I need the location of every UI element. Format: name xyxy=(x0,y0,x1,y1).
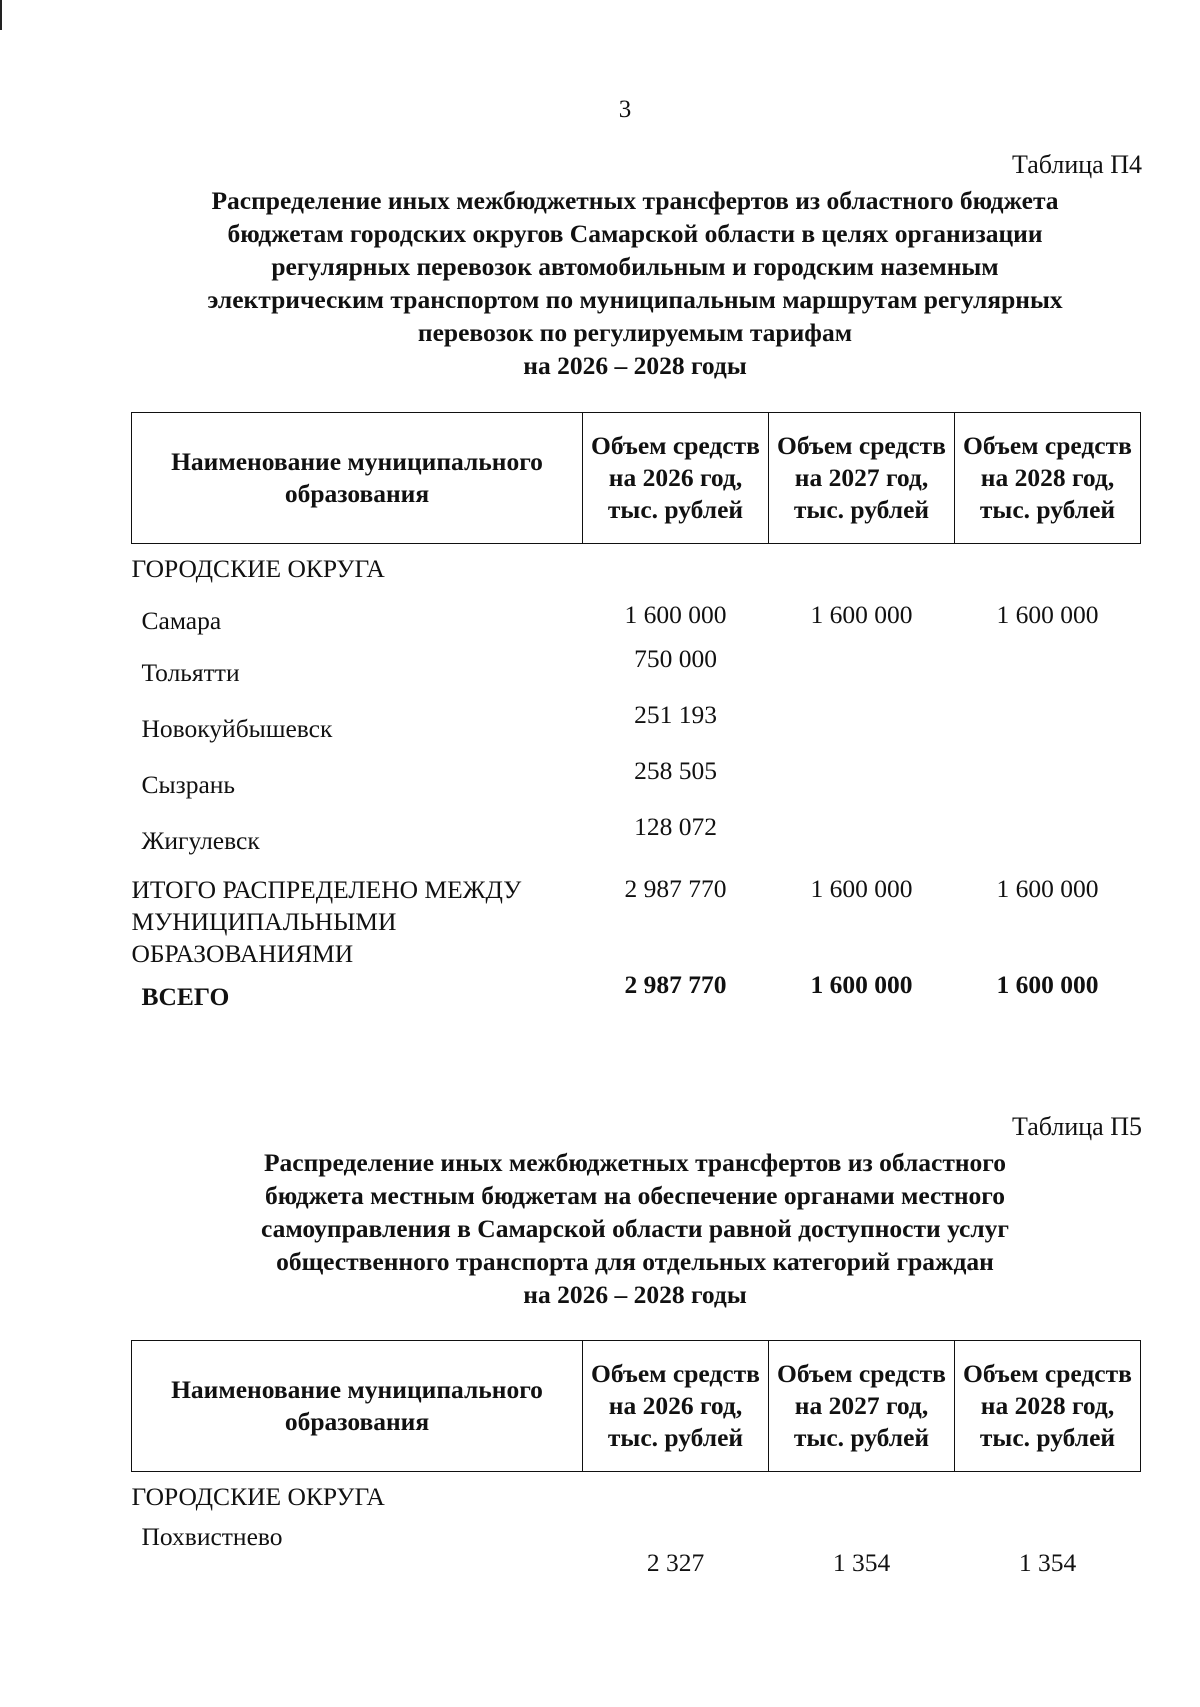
table-p5 xyxy=(131,1340,1141,1586)
header-2026: Объем средств на 2026 год, тыс. рублей xyxy=(583,1341,769,1472)
row-name: Новокуйбышевск xyxy=(141,713,333,743)
cell-2028 xyxy=(955,696,1141,752)
cell-2028 xyxy=(955,640,1141,696)
cell-2026: 2 987 770 xyxy=(624,969,727,999)
cell-2026: 2 987 770 xyxy=(624,873,727,903)
table-row xyxy=(132,752,1141,808)
cell-2026: 2 327 xyxy=(646,1547,705,1577)
table-p5-title xyxy=(130,1146,1140,1311)
row-name: Жигулевск xyxy=(141,825,260,855)
table-p5-label: Таблица П5 xyxy=(1012,1112,1142,1141)
title-line: регулярных перевозок автомобильным и городским наземным xyxy=(271,252,999,281)
cell-2027: 1 354 xyxy=(832,1547,891,1577)
cell-2027 xyxy=(769,808,955,864)
table-p4-title xyxy=(130,184,1140,382)
table-row xyxy=(132,808,1141,864)
total-row xyxy=(132,970,1141,1012)
title-line: Распределение иных межбюджетных трансфертов из областного xyxy=(263,1148,1006,1177)
title-line: на 2026 – 2028 годы xyxy=(523,1280,747,1309)
page-number: 3 xyxy=(618,96,632,123)
title-line: Распределение иных межбюджетных трансфертов из областного бюджета xyxy=(211,186,1059,215)
header-2027: Объем средств на 2027 год, тыс. рублей xyxy=(769,1341,955,1472)
header-name: Наименование муниципального образования xyxy=(132,1341,583,1472)
subtotal-row xyxy=(132,864,1141,970)
cell-2028: 1 600 000 xyxy=(996,969,1099,999)
cell-2026: 128 072 xyxy=(634,811,717,841)
title-line: на 2026 – 2028 годы xyxy=(523,351,747,380)
cell-2027 xyxy=(769,696,955,752)
title-line: бюджетам городских округов Самарской области в целях организации xyxy=(227,219,1043,248)
header-name: Наименование муниципального образования xyxy=(132,413,583,544)
row-name: Сызрань xyxy=(141,769,236,799)
cell-2028: 1 354 xyxy=(1018,1547,1077,1577)
row-name: Похвистнево xyxy=(141,1521,283,1551)
cell-2028: 1 600 000 xyxy=(996,873,1099,903)
header-2028: Объем средств на 2028 год, тыс. рублей xyxy=(955,413,1141,544)
header-2026: Объем средств на 2026 год, тыс. рублей xyxy=(583,413,769,544)
cell-2027: 1 600 000 xyxy=(810,873,913,903)
table-row xyxy=(132,1516,1141,1586)
cell-2028 xyxy=(955,752,1141,808)
cell-2026: 1 600 000 xyxy=(624,599,727,629)
table-row xyxy=(132,640,1141,696)
cell-2027: 1 600 000 xyxy=(810,969,913,999)
section-label: ГОРОДСКИЕ ОКРУГА xyxy=(131,1482,385,1511)
cell-2026: 258 505 xyxy=(634,755,717,785)
row-name: ВСЕГО xyxy=(141,981,230,1011)
table-p4-label: Таблица П4 xyxy=(1012,150,1142,179)
row-name: ИТОГО РАСПРЕДЕЛЕНО МЕЖДУ МУНИЦИПАЛЬНЫМИ ОБРАЗОВАНИЯМИ xyxy=(131,874,522,968)
cell-2027 xyxy=(769,752,955,808)
cell-2026: 750 000 xyxy=(634,643,717,673)
table-p4 xyxy=(131,412,1141,1012)
cell-2028 xyxy=(955,808,1141,864)
cell-2027: 1 600 000 xyxy=(810,599,913,629)
header-2028: Объем средств на 2028 год, тыс. рублей xyxy=(955,1341,1141,1472)
title-line: перевозок по регулируемым тарифам xyxy=(417,318,853,347)
table-row xyxy=(132,696,1141,752)
row-name: Тольятти xyxy=(141,657,240,687)
cell-2027 xyxy=(769,640,955,696)
title-line: электрическим транспортом по муниципальным маршрутам регулярных xyxy=(207,285,1063,314)
scan-edge xyxy=(0,0,2,30)
row-name: Самара xyxy=(141,605,222,635)
title-line: бюджета местным бюджетам на обеспечение органами местного xyxy=(265,1181,1005,1210)
header-2027: Объем средств на 2027 год, тыс. рублей xyxy=(769,413,955,544)
section-label: ГОРОДСКИЕ ОКРУГА xyxy=(131,554,385,583)
cell-2028: 1 600 000 xyxy=(996,599,1099,629)
cell-2026: 251 193 xyxy=(634,699,717,729)
title-line: общественного транспорта для отдельных категорий граждан xyxy=(276,1247,994,1276)
table-row xyxy=(132,588,1141,640)
title-line: самоуправления в Самарской области равной доступности услуг xyxy=(260,1214,1010,1243)
